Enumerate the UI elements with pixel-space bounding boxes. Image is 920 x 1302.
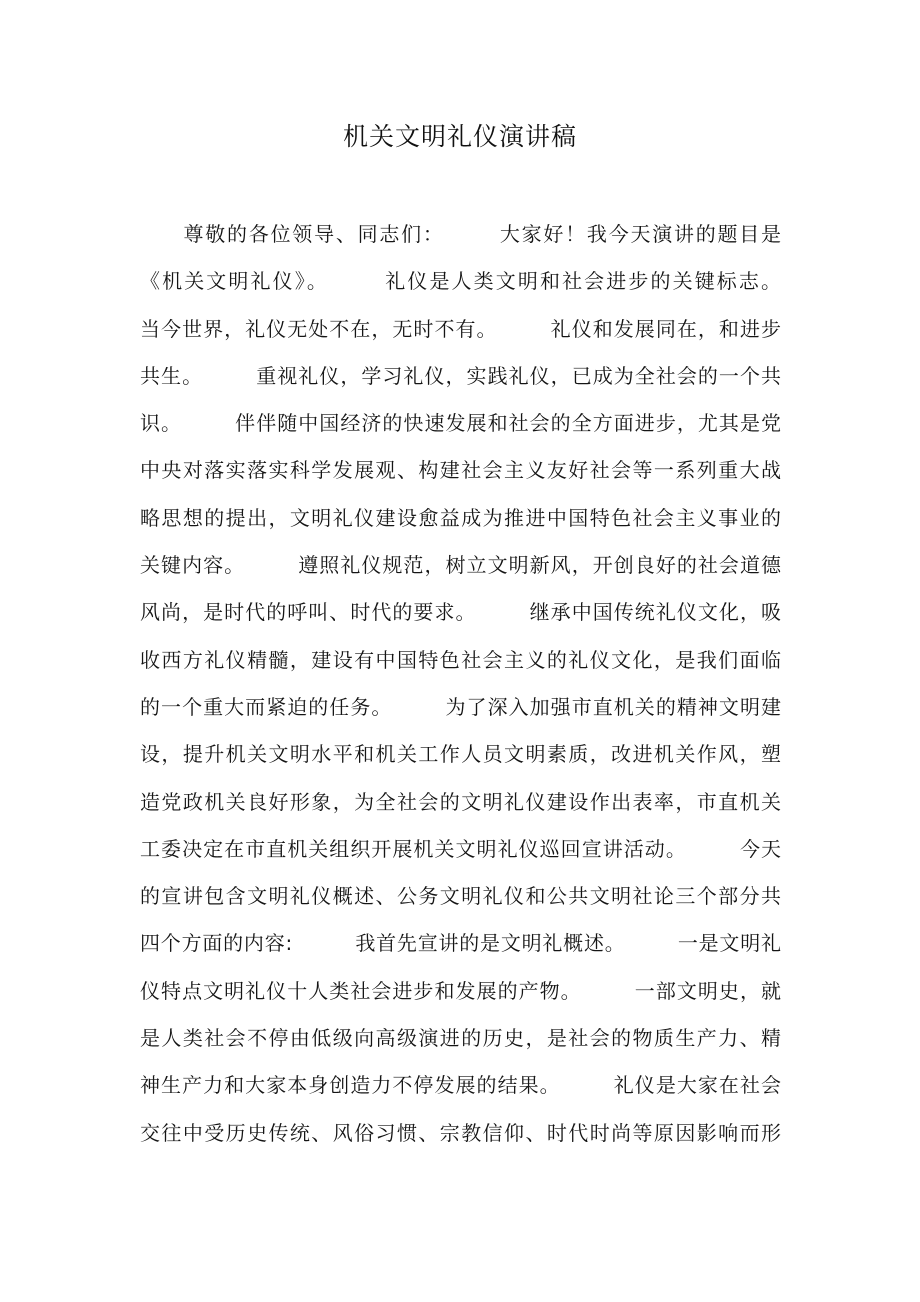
body-line: 略思想的提出，文明礼仪建设愈益成为推进中国特色社会主义事业的 xyxy=(140,505,781,530)
body-line: 四个方面的内容: 我首先宣讲的是文明礼概述。 一是文明礼 xyxy=(140,931,781,956)
body-line: 仪特点文明礼仪十人类社会进步和发展的产物。 一部文明史，就 xyxy=(140,978,781,1003)
body-line: 神生产力和大家本身创造力不停发展的结果。 礼仪是大家在社会 xyxy=(140,1073,781,1098)
body-line: 设，提升机关文明水平和机关工作人员文明素质，改进机关作风，塑 xyxy=(140,742,781,767)
body-line: 工委决定在市直机关组织开展机关文明礼仪巡回宣讲活动。 今天 xyxy=(140,836,781,861)
body-line: 是人类社会不停由低级向高级演进的历史，是社会的物质生产力、精 xyxy=(140,1026,781,1051)
body-line: 尊敬的各位领导、同志们： 大家好！我今天演讲的题目是 xyxy=(140,222,781,246)
body-line: 关键内容。 遵照礼仪规范，树立文明新风，开创良好的社会道德 xyxy=(140,553,781,578)
document-title: 机关文明礼仪演讲稿 xyxy=(342,122,577,151)
body-line: 识。 伴伴随中国经济的快速发展和社会的全方面进步，尤其是党 xyxy=(140,411,781,436)
document-body xyxy=(140,214,781,1160)
body-line: 风尚，是时代的呼叫、时代的要求。 继承中国传统礼仪文化，吸 xyxy=(140,600,781,625)
body-line: 共生。 重视礼仪，学习礼仪，实践礼仪，已成为全社会的一个共 xyxy=(140,363,781,388)
body-line: 交往中受历史传统、风俗习惯、宗教信仰、时代时尚等原因影响而形 xyxy=(140,1120,781,1145)
body-line: 中央对落实落实科学发展观、构建社会主义友好社会等一系列重大战 xyxy=(140,458,781,483)
body-line: 当今世界，礼仪无处不在，无时不有。 礼仪和发展同在，和进步 xyxy=(140,316,781,341)
body-line: 的宣讲包含文明礼仪概述、公务文明礼仪和公共文明社论三个部分共 xyxy=(140,884,781,909)
body-line: 的一个重大而紧迫的任务。 为了深入加强市直机关的精神文明建 xyxy=(140,694,781,719)
body-line: 收西方礼仪精髓，建设有中国特色社会主义的礼仪文化，是我们面临 xyxy=(140,647,781,672)
body-line: 《机关文明礼仪》。 礼仪是人类文明和社会进步的关键标志。 xyxy=(140,269,781,294)
body-line: 造党政机关良好形象，为全社会的文明礼仪建设作出表率，市直机关 xyxy=(140,789,781,814)
